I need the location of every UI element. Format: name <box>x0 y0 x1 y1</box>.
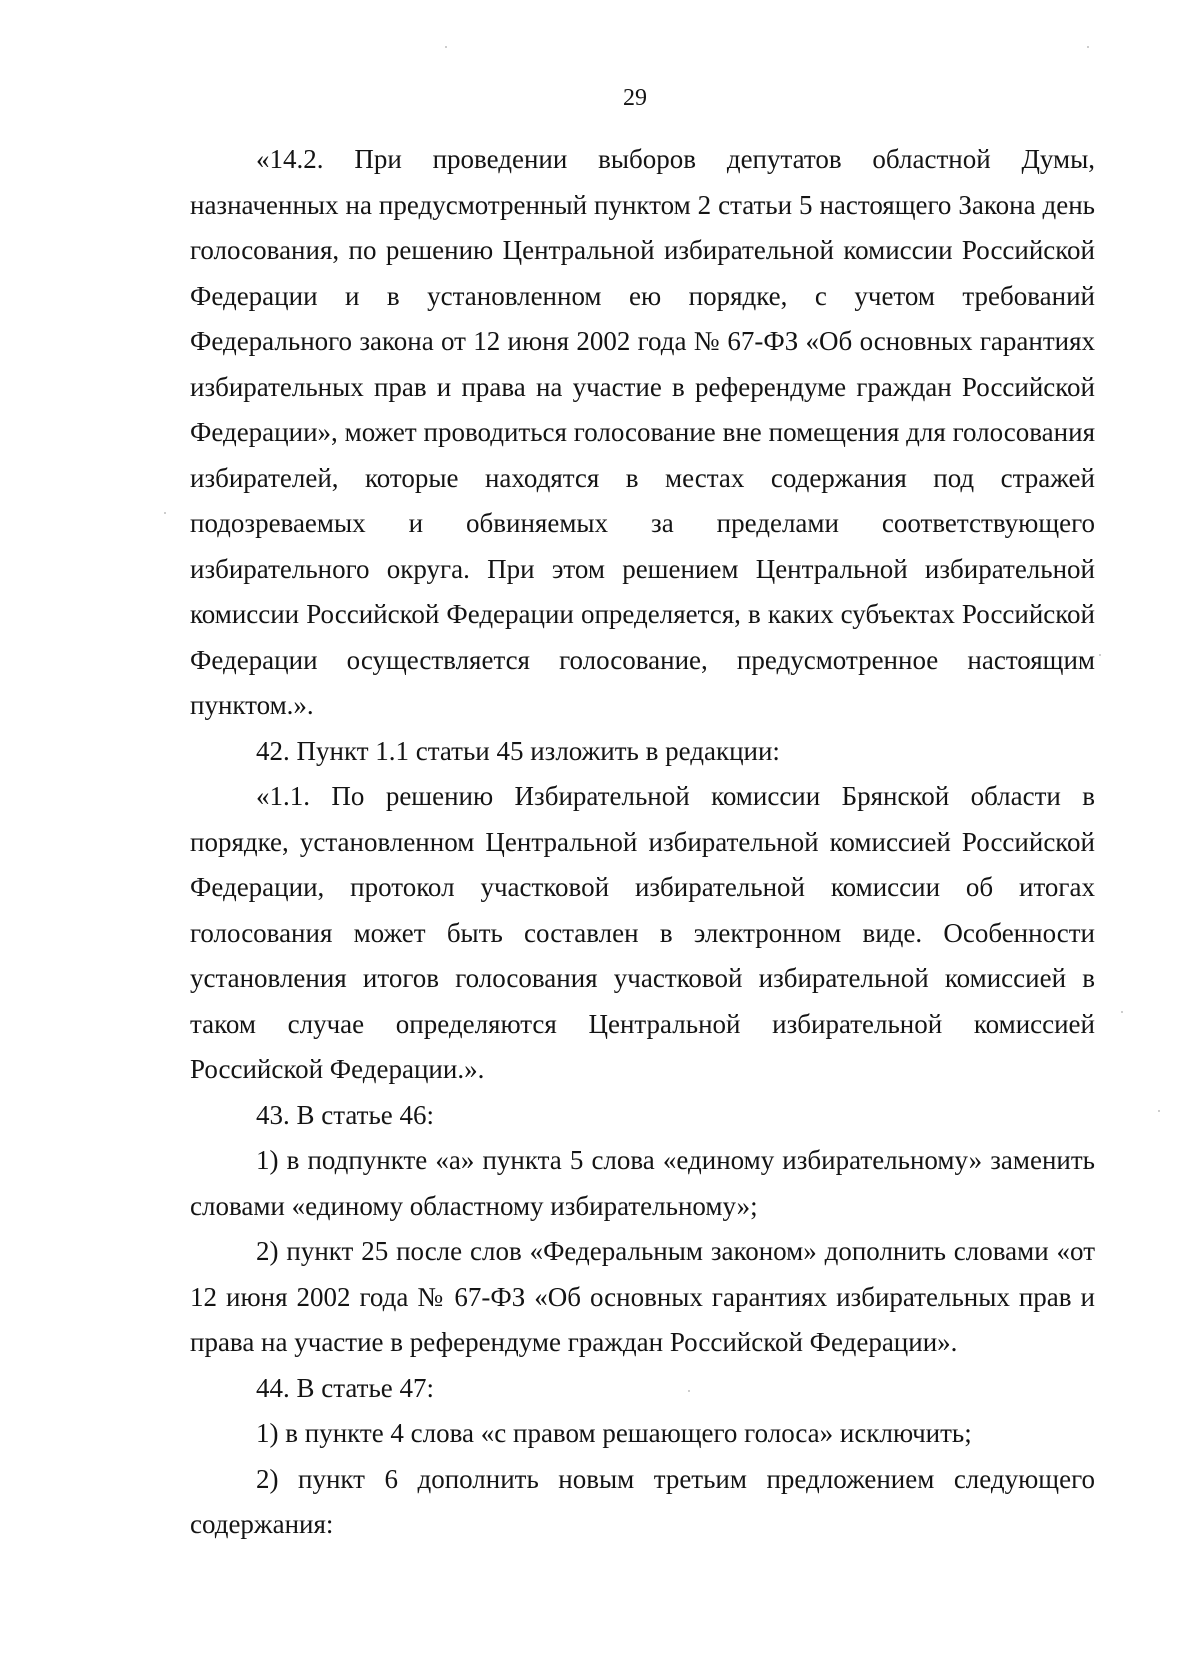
page-number: 29 <box>623 85 647 111</box>
paragraph-item-43: 43. В статье 46: <box>256 1099 435 1130</box>
scan-speck <box>1099 654 1101 656</box>
paragraph-item-42: 42. Пункт 1.1 статьи 45 изложить в редакции: <box>256 735 780 766</box>
paragraph-14-2: «14.2. При проведении выборов депутатов областной Думы, назначенных на предусмотренный пунктом 2 статьи 5 настоящего Закона день голосования, по решению Центральной избирательной комиссии Российской Федерации и в установленном ею порядке, с учетом требований Федерального закона от 12 июня 2002 года № 67-ФЗ «Об основных гарантиях избирательных прав и права на участие в референдуме граждан Российской Федерации», может проводиться голосование вне помещения для голосования избирателей, которые находятся в местах содержания под стражей подозреваемых и обвиняемых за пределами соответствующего избирательного округа. При этом решением Центральной избирательной комиссии Российской Федерации определяется, в каких субъектах Российской Федерации осуществляется голосование, предусмотренное настоящим пунктом.». <box>190 144 1095 720</box>
paragraph-item-43-sub-1: 1) в подпункте «а» пункта 5 слова «единому избирательному» заменить словами «единому областному избирательному»; <box>190 1145 1095 1221</box>
scan-speck <box>1087 46 1089 48</box>
paragraph-item-43-sub-2: 2) пункт 25 после слов «Федеральным законом» дополнить словами «от 12 июня 2002 года № 67-ФЗ «Об основных гарантиях избирательных прав и права на участие в референдуме граждан Российской Федерации». <box>190 1236 1095 1357</box>
scan-speck <box>445 46 447 48</box>
scan-speck <box>1121 1011 1123 1013</box>
scan-speck <box>688 1390 690 1392</box>
document-body <box>190 137 1095 1548</box>
scan-speck <box>1158 1110 1160 1112</box>
paragraph-item-44: 44. В статье 47: <box>256 1372 435 1403</box>
scan-speck <box>164 512 166 514</box>
paragraph-item-44-sub-1: 1) в пункте 4 слова «с правом решающего голоса» исключить; <box>256 1418 972 1448</box>
paragraph-item-44-sub-2: 2) пункт 6 дополнить новым третьим предложением следующего содержания: <box>190 1463 1095 1539</box>
paragraph-1-1: «1.1. По решению Избирательной комиссии Брянской области в порядке, установленном Центральной избирательной комиссией Российской Федерации, протокол участковой избирательной комиссии об итогах голосования может быть составлен в электронном виде. Особенности установления итогов голосования участковой избирательной комиссией в таком случае определяются Центральной избирательной комиссией Российской Федерации.». <box>190 781 1095 1084</box>
